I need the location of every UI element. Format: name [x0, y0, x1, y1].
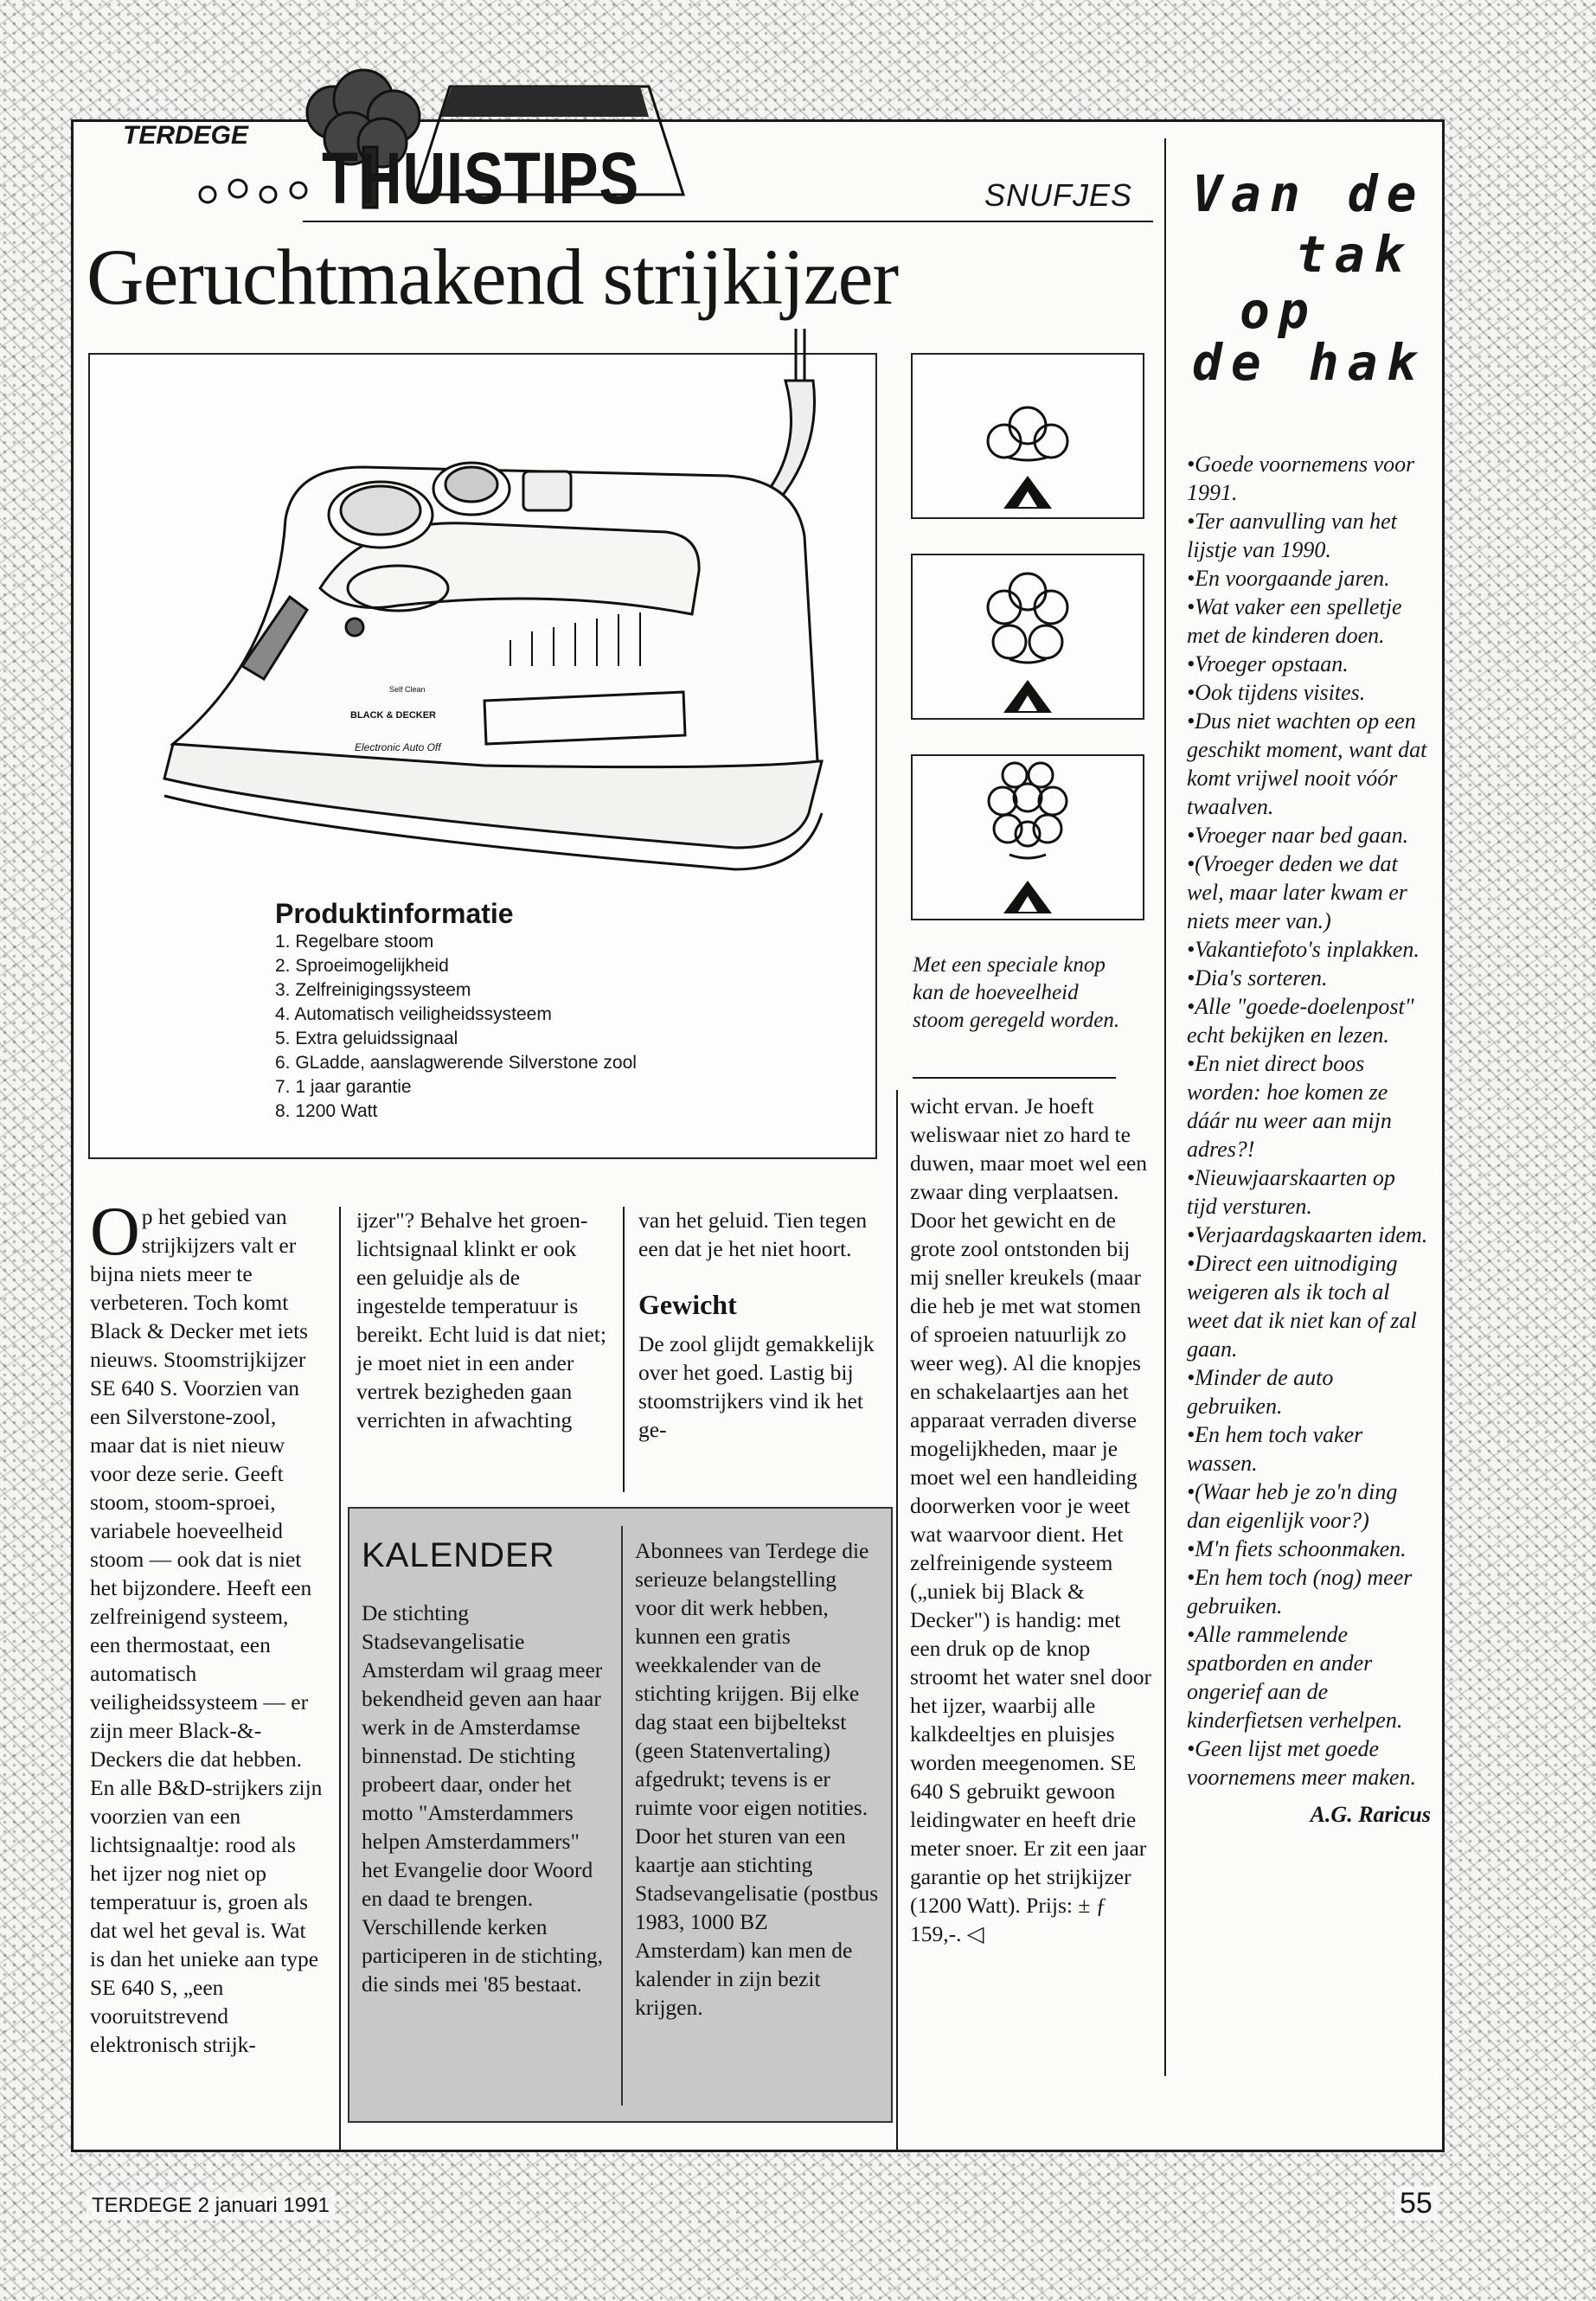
brand-label: TERDEGE	[123, 121, 249, 150]
sidebar-divider	[1164, 138, 1166, 2076]
sidebar-title-line: op	[1240, 281, 1317, 340]
sidebar-item: •M'n fiets schoonmaken.	[1187, 1536, 1407, 1561]
article-text: van het geluid. Tien tegen een dat je het niet hoort.	[638, 1208, 868, 1261]
iron-auto-off-label: Electronic Auto Off	[355, 741, 441, 753]
section-title: THUISTIPS	[322, 138, 640, 219]
column-divider	[896, 1090, 898, 2150]
sidebar-item: •Direct een uitnodiging weigeren als ik toch al weet dat ik niet kan of zal gaan.	[1187, 1251, 1417, 1362]
sidebar-title-line: Van de	[1192, 164, 1426, 223]
product-info-item: 1. Regelbare stoom	[275, 932, 434, 952]
sidebar-item: •Dus niet wachten op een geschikt moment, want dat komt vrijwel nooit vóór twaalven.	[1187, 708, 1427, 819]
article-text: wicht ervan. Je hoeft weliswaar niet zo hard te duwen, maar moet wel een zwaar ding verplaatsen. Door het gewicht en de grote zool ontstonden bij mij sneller kreukels (maar die heb je met wat stomen of sproeien natuurlijk zo weer weg). Al die knopjes en schakelaartjes aan het apparaat verraden diverse mogelijkheden, maar je moet wel een handleiding doorwerken voor je weet wat waarvoor dient. Het zelfreinigende systeem („uniek bij Black & Decker") is handig: met een druk op de knop stroomt het water snel door het ijzer, waarbij alle kalkdeeltjes en pluisjes worden meegenomen. SE 640 S gebruikt gewoon leidingwater en heeft drie meter snoer. Er zit een jaar garantie op het strijkijzer (1200 Watt). Prijs: ± ƒ 159,-. ◁	[910, 1093, 1152, 1946]
sidebar-author: A.G. Raricus	[1310, 1802, 1431, 1827]
article-column-2	[356, 1206, 612, 1434]
iron-icon	[1003, 881, 1052, 913]
sidebar-item: •Wat vaker een spelletje met de kinderen doen.	[1187, 594, 1402, 648]
sidebar-item: •Vroeger naar bed gaan.	[1187, 823, 1409, 848]
article-text: De zool glijdt gemakkelijk over het goed. Lastig bij stoomstrijkers vind ik het ge-	[638, 1331, 875, 1442]
sidebar-item: •Vakantiefoto's inplakken.	[1187, 937, 1420, 962]
product-info-title: Produktinformatie	[275, 898, 514, 929]
sidebar-item: •Ter aanvulling van het lijstje van 1990.	[1187, 509, 1397, 562]
sidebar-item: •(Vroeger deden we dat wel, maar later kwam er niets meer van.)	[1187, 851, 1407, 933]
sidebar-item: •Ook tijdens visites.	[1187, 680, 1366, 705]
product-info-item: 6. GLadde, aanslagwerende Silverstone zool	[275, 1053, 637, 1073]
article-subhead: Gewicht	[638, 1289, 737, 1320]
product-info-item: 2. Sproeimogelijkheid	[275, 956, 449, 976]
kalender-column-1	[362, 1599, 608, 1998]
sidebar-list	[1187, 450, 1431, 1829]
sidebar-item: •Geen lijst met goede voornemens meer maken.	[1187, 1736, 1416, 1790]
sidebar-item: •En hem toch (nog) meer gebruiken.	[1187, 1565, 1413, 1618]
sidebar-title-line: de hak	[1192, 333, 1426, 392]
kalender-divider	[621, 1526, 623, 2106]
steam-cloud-icon	[989, 763, 1067, 858]
column-divider	[623, 1207, 625, 1492]
product-info-item: 3. Zelfreinigingssysteem	[275, 980, 471, 1000]
article-column-1	[90, 1194, 324, 2059]
dropcap: O	[90, 1194, 140, 1270]
product-info-item: 8. 1200 Watt	[275, 1101, 378, 1121]
product-info-item: 7. 1 jaar garantie	[275, 1077, 412, 1097]
sidebar-item: •Alle rammelende spatborden en ander ongerief aan de kinderfietsen verhelpen.	[1187, 1622, 1403, 1733]
kalender-column-2	[635, 1536, 881, 2022]
product-info	[275, 898, 846, 1124]
sidebar-title	[1192, 138, 1443, 398]
iron-illustration	[138, 329, 830, 874]
header-rule	[303, 221, 1153, 222]
flowers-icon	[200, 180, 306, 202]
pictogram-caption: Met een speciale knop kan de hoeveelheid stoom geregeld worden.	[913, 953, 1120, 1032]
sidebar-item: •Goede voornemens voor 1991.	[1187, 452, 1415, 505]
sidebar-item: •Minder de auto gebruiken.	[1187, 1365, 1334, 1419]
iron-self-clean-label: Self Clean	[389, 685, 426, 694]
article-column-4	[910, 1092, 1152, 1948]
product-info-list	[275, 930, 846, 1124]
sidebar-item: •Dia's sorteren.	[1187, 965, 1328, 990]
steam-cloud-icon	[988, 407, 1067, 460]
steam-pictogram-medium	[911, 554, 1144, 720]
caption-rule	[913, 1077, 1116, 1079]
column-divider	[339, 1207, 341, 2150]
headline: Geruchtmakend strijkijzer	[87, 233, 899, 321]
steam-pictogram-low	[911, 353, 1144, 519]
sidebar-item: •Nieuwjaarskaarten op tijd versturen.	[1187, 1165, 1395, 1219]
article-column-3	[638, 1206, 881, 1444]
article-text: ijzer"? Behalve het groen-lichtsignaal klinkt er ook een geluidje als de ingestelde temperatuur is bereikt. Echt luid is dat niet; je moet niet in een ander vertrek bezigheden gaan verrichten in afwachting	[356, 1208, 606, 1433]
product-info-item: 5. Extra geluidssignaal	[275, 1029, 458, 1048]
sidebar-item: •(Waar heb je zo'n ding dan eigenlijk voor?)	[1187, 1479, 1398, 1533]
kalender-title: KALENDER	[362, 1536, 555, 1574]
sidebar-item: •Verjaardagskaarten idem.	[1187, 1222, 1428, 1247]
steam-cloud-icon	[988, 574, 1067, 663]
kalender-text: De stichting Stadsevangelisatie Amsterdam wil graag meer bekendheid geven aan haar werk in de Amsterdamse binnenstad. De stichting probeert daar, onder het motto "Amsterdammers helpen Amsterdammers" het Evangelie door Woord en daad te brengen. Verschillende kerken participeren in de stichting, die sinds mei '85 bestaat.	[362, 1600, 603, 1997]
sidebar-item: •Vroeger opstaan.	[1187, 651, 1349, 676]
page-number: 55	[1394, 2187, 1438, 2221]
iron-model-label: BLACK & DECKER	[350, 710, 436, 721]
product-info-item: 4. Automatisch veiligheidssysteem	[275, 1004, 552, 1024]
steam-pictogram-high	[911, 754, 1144, 920]
kalender-text: Abonnees van Terdege die serieuze belangstelling voor dit werk hebben, kunnen een gratis weekkalender van de stichting krijgen. Bij elke dag staat een bijbeltekst (geen Statenvertaling) afgedrukt; tevens is er ruimte voor eigen notities. Door het sturen van een kaartje aan stichting Stadsevangelisatie (postbus 1983, 1000 BZ Amsterdam) kan men de kalender in zijn bezit krijgen.	[635, 1538, 879, 2020]
sidebar-item: •En voorgaande jaren.	[1187, 566, 1390, 591]
kalender-box	[348, 1507, 893, 2123]
column-label: SNUFJES	[984, 177, 1133, 213]
footer-publication: TERDEGE 2 januari 1991	[87, 2192, 335, 2220]
sidebar-title-line: tak	[1296, 225, 1413, 284]
iron-icon	[1003, 680, 1052, 713]
article-text: p het gebied van strijkijzers valt er bijna niets meer te verbeteren. Toch komt Black & Decker met iets nieuws. Stoomstrijkijzer SE 640 S. Voorzien van een Silverstone-zool, maar dat is niet nieuw voor deze serie. Geeft stoom, stoom-sproei, variabele hoeveelheid stoom — ook dat is niet het bijzondere. Heeft een zelfreinigend systeem, een thermostaat, een automatisch veiligheidssysteem — er zijn meer Black-&-Deckers die dat hebben. En alle B&D-strijkers zijn voorzien van een lichtsignaaltje: rood als het ijzer nog niet op temperatuur is, groen als dat wel het geval is. Wat is dan het unieke aan type SE 640 S, „een vooruitstrevend elektronisch strijk-	[90, 1204, 323, 2057]
sidebar-item: •En niet direct boos worden: hoe komen ze dáár nu weer aan mijn adres?!	[1187, 1051, 1392, 1162]
iron-icon	[1003, 476, 1052, 509]
sidebar-item: •Alle "goede-doelenpost" echt bekijken en lezen.	[1187, 994, 1414, 1048]
sidebar-item: •En hem toch vaker wassen.	[1187, 1422, 1363, 1476]
